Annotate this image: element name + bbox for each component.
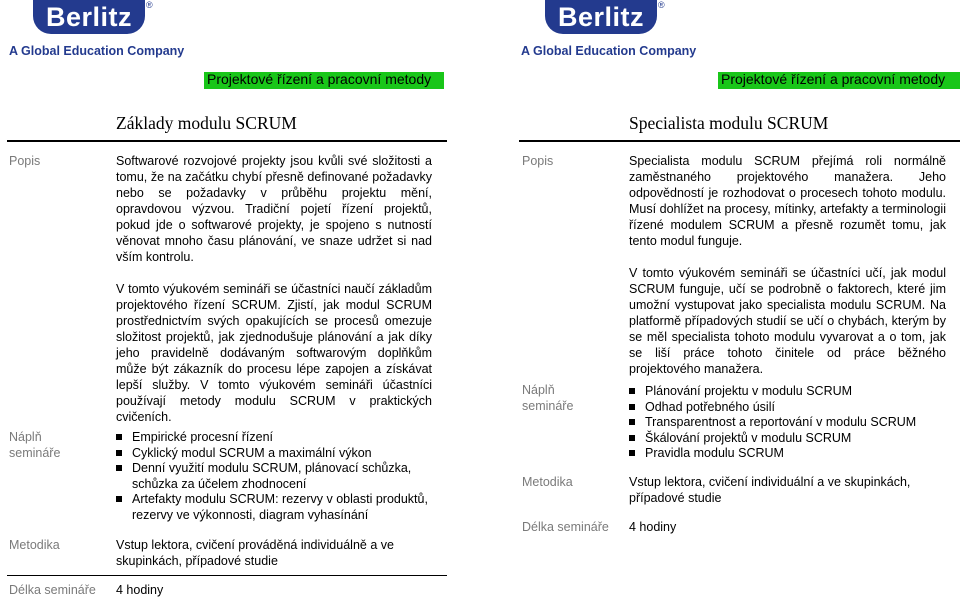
list-item: Odhad potřebného úsilí [629, 400, 946, 416]
list-item: Cyklický modul SCRUM a maximální výkon [116, 446, 432, 462]
berlitz-wordmark: Berlitz [545, 0, 657, 34]
list-item: Škálování projektů v modulu SCRUM [629, 431, 946, 447]
delka-text: 4 hodiny [116, 583, 164, 597]
registered-mark: ® [146, 0, 153, 10]
brand-tagline: A Global Education Company [521, 44, 697, 58]
topic-heading: Projektové řízení a pracovní metody [207, 71, 432, 87]
page-title: Specialista modulu SCRUM [629, 113, 829, 133]
list-item: Empirické procesní řízení [116, 430, 432, 446]
label-naplne: Náplň semináře [9, 430, 61, 460]
metodika-text: Vstup lektora, cvičení prováděná individuálně a ve skupinkách, případové studie [116, 538, 394, 568]
label-popis: Popis [522, 154, 554, 168]
brand-tagline: A Global Education Company [9, 44, 185, 58]
label-delka: Délka semináře [9, 583, 96, 597]
naplne-list [116, 430, 432, 523]
list-item: Denní využití modulu SCRUM, plánovací schůzka, schůzka za účelem zhodnocení [116, 461, 432, 492]
label-metodika: Metodika [522, 475, 573, 489]
label-delka: Délka semináře [522, 520, 609, 534]
section-divider [7, 575, 447, 576]
popis-text [629, 153, 946, 377]
list-item: Plánování projektu v modulu SCRUM [629, 384, 946, 400]
popis-text [116, 153, 432, 425]
list-item: Pravidla modulu SCRUM [629, 446, 946, 462]
title-divider [519, 140, 960, 142]
label-naplne: Náplň semináře [522, 383, 574, 413]
registered-mark: ® [658, 0, 665, 10]
topic-heading: Projektové řízení a pracovní metody [721, 71, 946, 87]
page-title: Základy modulu SCRUM [116, 113, 297, 133]
label-metodika: Metodika [9, 538, 60, 552]
naplne-list [629, 384, 946, 462]
delka-text: 4 hodiny [629, 520, 677, 534]
metodika-text: Vstup lektora, cvičení individuální a ve skupinkách, případové studie [629, 475, 911, 505]
popis-paragraph: Specialista modulu SCRUM přejímá roli normálně zaměstnaného projektového manažera. Jeho odpovědností je rozhodovat o procesech tohoto modulu. Musí dohlížet na procesy, mítinky, artefakty a terminologii řízené modulem SCRUM a přesně rozumět tomu, jak tento modul funguje. [629, 154, 946, 248]
berlitz-wordmark: Berlitz [33, 0, 145, 34]
list-item: Artefakty modulu SCRUM: rezervy v oblasti produktů, rezervy ve výkonnosti, diagram vyhasínání [116, 492, 432, 523]
popis-paragraph: V tomto výukovém semináři se účastníci učí, jak modul SCRUM funguje, učí se podrobně o faktorech, které jim umožní vystupovat jako specialista modulu SCRUM. Na platformě případových studií se učí o chybách, kterým by se měl specialista tohoto modulu vyvarovat a o tom, jak se liší práce tohoto činitele od práce běžného projektového manažera. [629, 266, 946, 376]
popis-paragraph: V tomto výukovém semináři se účastníci naučí základům projektového řízení SCRUM. Zjistí, jak modul SCRUM prostřednictvím svých opakujících se procesů omezuje složitost projektů, jak zjednodušuje plánování a jak díky jeho pravidelně dodávaným softwarovým doplňkům může být zákazník do procesu lépe zapojen a získávat lepší služby. V tomto výukovém semináři účastníci používají metody modulu SCRUM v praktických cvičeních. [116, 282, 432, 424]
list-item: Transparentnost a reportování v modulu SCRUM [629, 415, 946, 431]
title-divider [7, 140, 447, 142]
popis-paragraph: Softwarové rozvojové projekty jsou kvůli své složitosti a tomu, že na začátku chybí přesně definované požadavky nebo se požadavky v průběhu projektu mění, opravdovou výzvou. Tradiční pojetí řízení projektů, pokud jde o softwarové projekty, je spojeno s nutností věnovat mnoho času plánování, ve snaze udržet si nad vším kontrolu. [116, 154, 432, 264]
label-popis: Popis [9, 154, 41, 168]
